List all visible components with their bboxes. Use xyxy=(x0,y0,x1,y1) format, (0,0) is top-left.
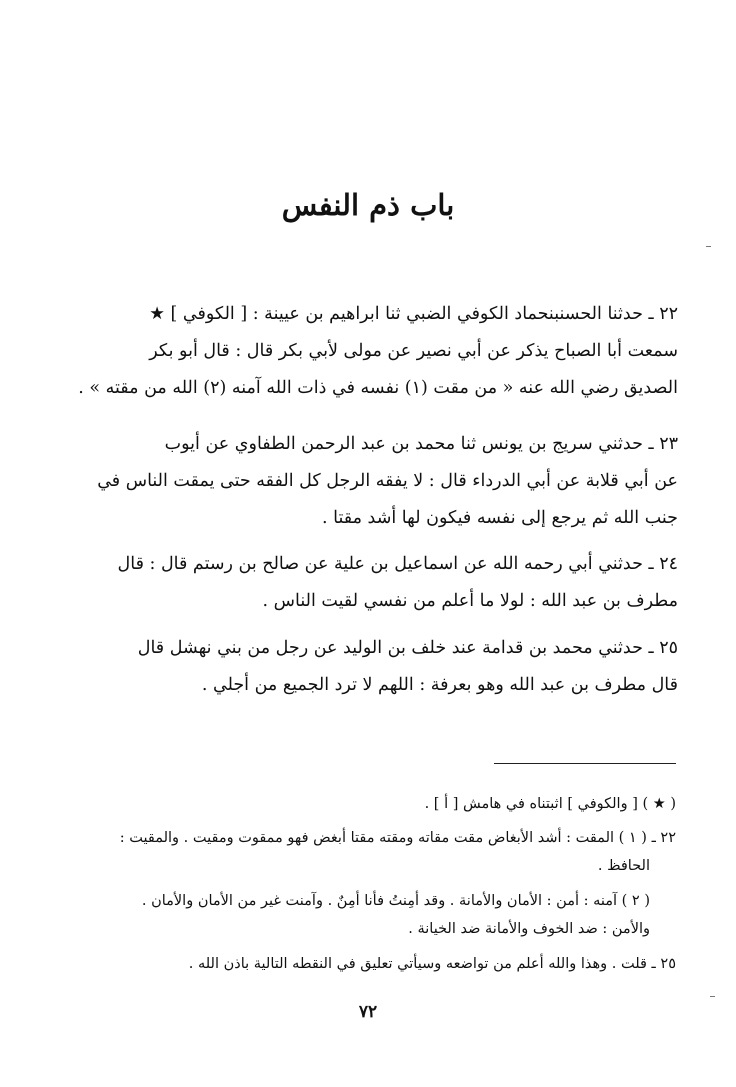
chapter-title: باب ذم النفس xyxy=(281,188,455,222)
paragraph-line: ٢٢ ـ حدثنا الحسنبنحماد الكوفي الضبي ثنا ابراهيم بن عيينة : [ الكوفي ] ★ xyxy=(149,304,678,324)
footnote-22-2 xyxy=(60,887,676,943)
hadith-paragraph-23 xyxy=(76,426,678,537)
scan-speck xyxy=(706,246,711,247)
footnote-line: ٢٢ ـ ( ١ ) المقت : أشد الأبغاض مقت مقاته ومقته مقتا أبغض فهو ممقوت ومقيت . والمقيت : xyxy=(119,830,676,846)
paragraph-line: عن أبي قلابة عن أبي الدرداء قال : لا يفقه الرجل كل الفقه حتى يمقت الناس في xyxy=(97,471,678,491)
paragraph-line: ٢٣ ـ حدثني سريج بن يونس ثنا محمد بن عبد الرحمن الطفاوي عن أيوب xyxy=(164,434,678,454)
footnote-star xyxy=(60,790,676,818)
footnote-25 xyxy=(60,950,676,978)
paragraph-line: قال مطرف بن عبد الله وهو بعرفة : اللهم لا ترد الجميع من أجلي . xyxy=(201,675,678,695)
page-number: ٧٢ xyxy=(358,1002,378,1022)
paragraph-line: ٢٤ ـ حدثني أبي رحمه الله عن اسماعيل بن علية عن صالح بن رستم قال : قال xyxy=(117,554,678,574)
footnote-line: ٢٥ ـ قلت . وهذا والله أعلم من تواضعه وسيأتي تعليق في النقطه التالية باذن الله . xyxy=(188,956,676,972)
footnote-line: ( ٢ ) آمنه : أمن : الأمان والأمانة . وقد أمِنتُ فأنا أمِنٌ . وآمنت غير من الأمان والأمان . xyxy=(141,893,650,909)
footnote-separator xyxy=(494,763,676,764)
footnote-22-1 xyxy=(60,824,676,880)
footnote-line: والأمن : ضد الخوف والأمانة ضد الخيانة . xyxy=(408,921,650,937)
paragraph-line: سمعت أبا الصباح يذكر عن أبي نصير عن مولى لأبي بكر قال : قال أبو بكر xyxy=(149,341,678,361)
paragraph-line: الصديق رضي الله عنه « من مقت (١) نفسه في ذات الله آمنه (٢) الله من مقته » . xyxy=(78,378,678,398)
hadith-paragraph-24 xyxy=(76,546,678,620)
paragraph-line: جنب الله ثم يرجع إلى نفسه فيكون لها أشد مقتا . xyxy=(322,508,678,528)
footnote-line: ( ★ ) [ والكوفي ] اثبتناه في هامش [ أ ] . xyxy=(424,796,676,812)
hadith-paragraph-22 xyxy=(76,296,678,407)
scan-speck xyxy=(710,996,715,997)
paragraph-line: ٢٥ ـ حدثني محمد بن قدامة عند خلف بن الوليد عن رجل من بني نهشل قال xyxy=(137,638,678,658)
hadith-paragraph-25 xyxy=(76,630,678,704)
paragraph-line: مطرف بن عبد الله : لولا ما أعلم من نفسي لقيت الناس . xyxy=(262,591,678,611)
footnote-line: الحافظ . xyxy=(597,858,650,874)
